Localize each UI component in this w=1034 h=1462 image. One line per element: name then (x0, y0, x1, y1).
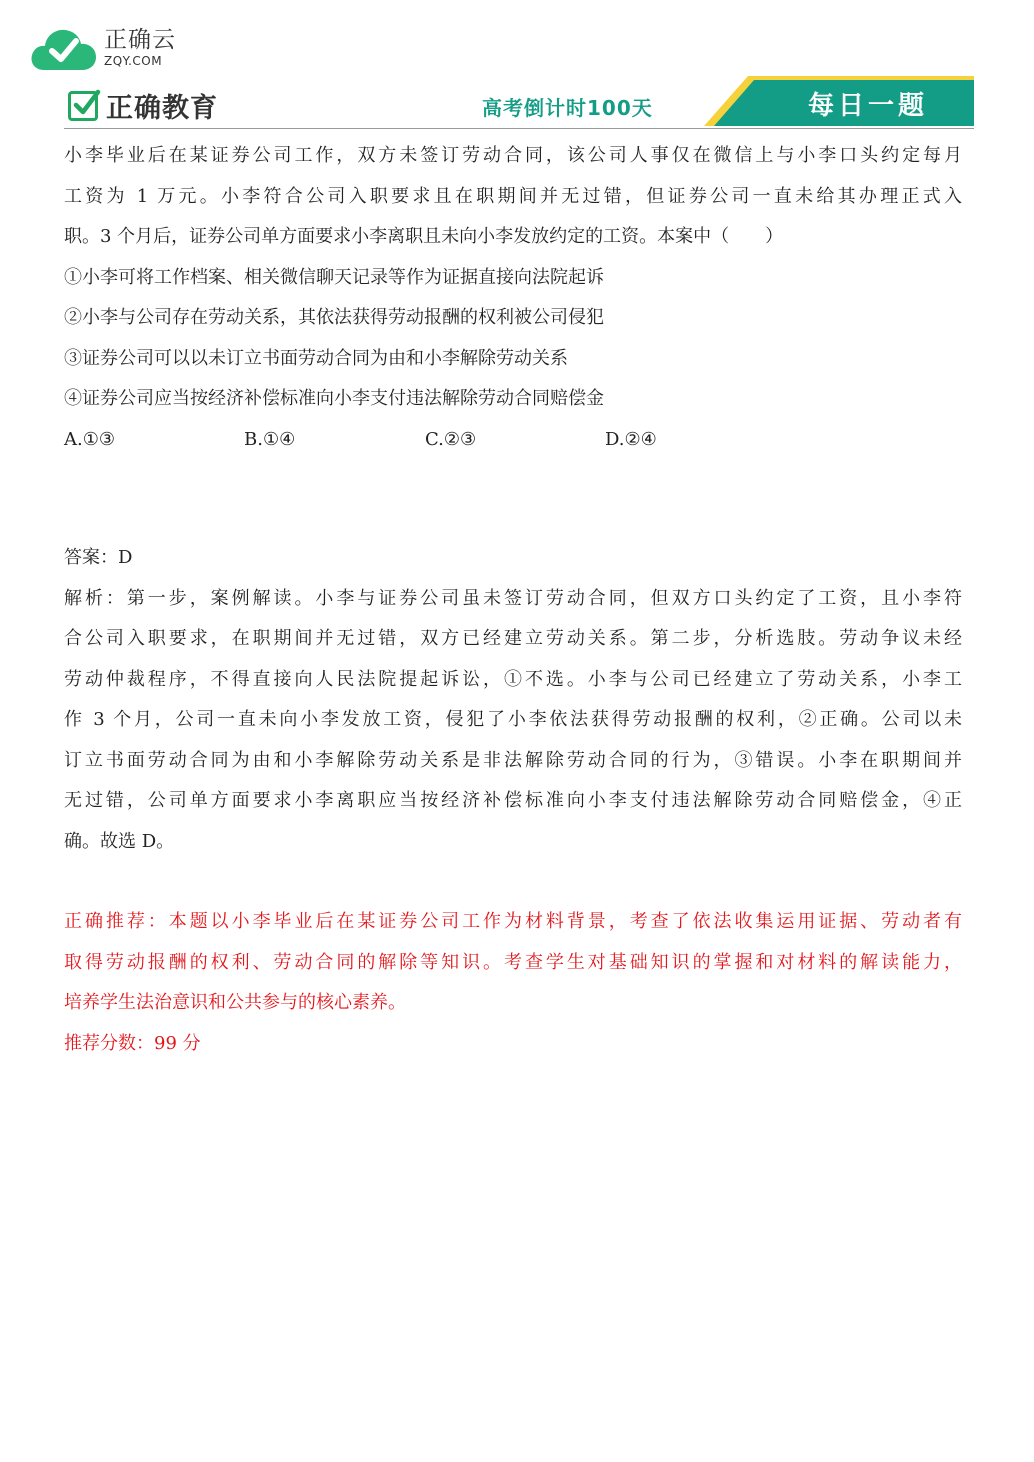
option-a: A.①③ (64, 428, 115, 450)
analysis-line: 确。故选 D。 (64, 830, 175, 852)
option-d: D.②④ (605, 428, 657, 450)
countdown-label: 高考倒计时100天 (482, 96, 653, 120)
logo-title: 正确云 (104, 27, 176, 53)
recommendation-score: 推荐分数：99 分 (64, 1032, 201, 1054)
brand (68, 86, 218, 125)
analysis-line: 解析：第一步，案例解读。小李与证券公司虽未签订劳动合同，但双方口头约定了工资，且小李符 (64, 587, 962, 609)
statement-4: ④证券公司应当按经济补偿标准向小李支付违法解除劳动合同赔偿金 (64, 388, 604, 409)
question-stem-line: 小李毕业后在某证券公司工作，双方未签订劳动合同，该公司人事仅在微信上与小李口头约定每月 (64, 145, 962, 166)
answer-options (64, 420, 962, 461)
statement-3: ③证券公司可以以未订立书面劳动合同为由和小李解除劳动关系 (64, 347, 568, 369)
logo-domain: ZQY.COM (104, 54, 163, 68)
option-c: C.②③ (425, 428, 477, 450)
analysis-line: 作 3 个月，公司一直未向小李发放工资，侵犯了小李依法获得劳动报酬的权利，②正确。公司以未 (64, 709, 962, 730)
option-b: B.①④ (244, 428, 296, 450)
question-stem-line: 职。3 个月后，证券公司单方面要求小李离职且未向小李发放约定的工资。本案中（ ） (64, 226, 784, 247)
recommendation-line: 正确推荐：本题以小李毕业后在某证券公司工作为材料背景，考查了依法收集运用证据、劳动者有 (64, 911, 962, 932)
analysis-line: 订立书面劳动合同为由和小李解除劳动关系是非法解除劳动合同的行为，③错误。小李在职期间并 (64, 749, 962, 771)
header-bar (64, 76, 974, 128)
recommendation-line: 培养学生法治意识和公共参与的核心素养。 (64, 992, 406, 1013)
question-block (64, 136, 962, 460)
daily-question-title: 每日一题 (807, 91, 928, 121)
zqy-logo (30, 24, 176, 72)
header-divider (64, 128, 974, 129)
statement-1: ①小李可将工作档案、相关微信聊天记录等作为证据直接向法院起诉 (64, 266, 604, 288)
cloud-check-icon (30, 24, 98, 72)
recommendation-block (64, 902, 962, 1064)
answer-label: 答案：D (64, 547, 133, 568)
statement-2: ②小李与公司存在劳动关系，其依法获得劳动报酬的权利被公司侵犯 (64, 307, 604, 328)
answer-block (64, 538, 962, 862)
brand-name: 正确教育 (106, 93, 218, 124)
analysis-line: 劳动仲裁程序，不得直接向人民法院提起诉讼，①不选。小李与公司已经建立了劳动关系，小李工 (64, 668, 962, 690)
question-stem-line: 工资为 1 万元。小李符合公司入职要求且在职期间并无过错，但证券公司一直未给其办理正式入 (64, 185, 962, 207)
analysis-line: 合公司入职要求，在职期间并无过错，双方已经建立劳动关系。第二步，分析选肢。劳动争议未经 (64, 628, 962, 649)
checkbox-icon (68, 91, 98, 121)
daily-question-banner (704, 76, 974, 126)
analysis-line: 无过错，公司单方面要求小李离职应当按经济补偿标准向小李支付违法解除劳动合同赔偿金，④正 (64, 790, 962, 811)
recommendation-line: 取得劳动报酬的权利、劳动合同的解除等知识。考查学生对基础知识的掌握和对材料的解读能力， (64, 951, 962, 973)
